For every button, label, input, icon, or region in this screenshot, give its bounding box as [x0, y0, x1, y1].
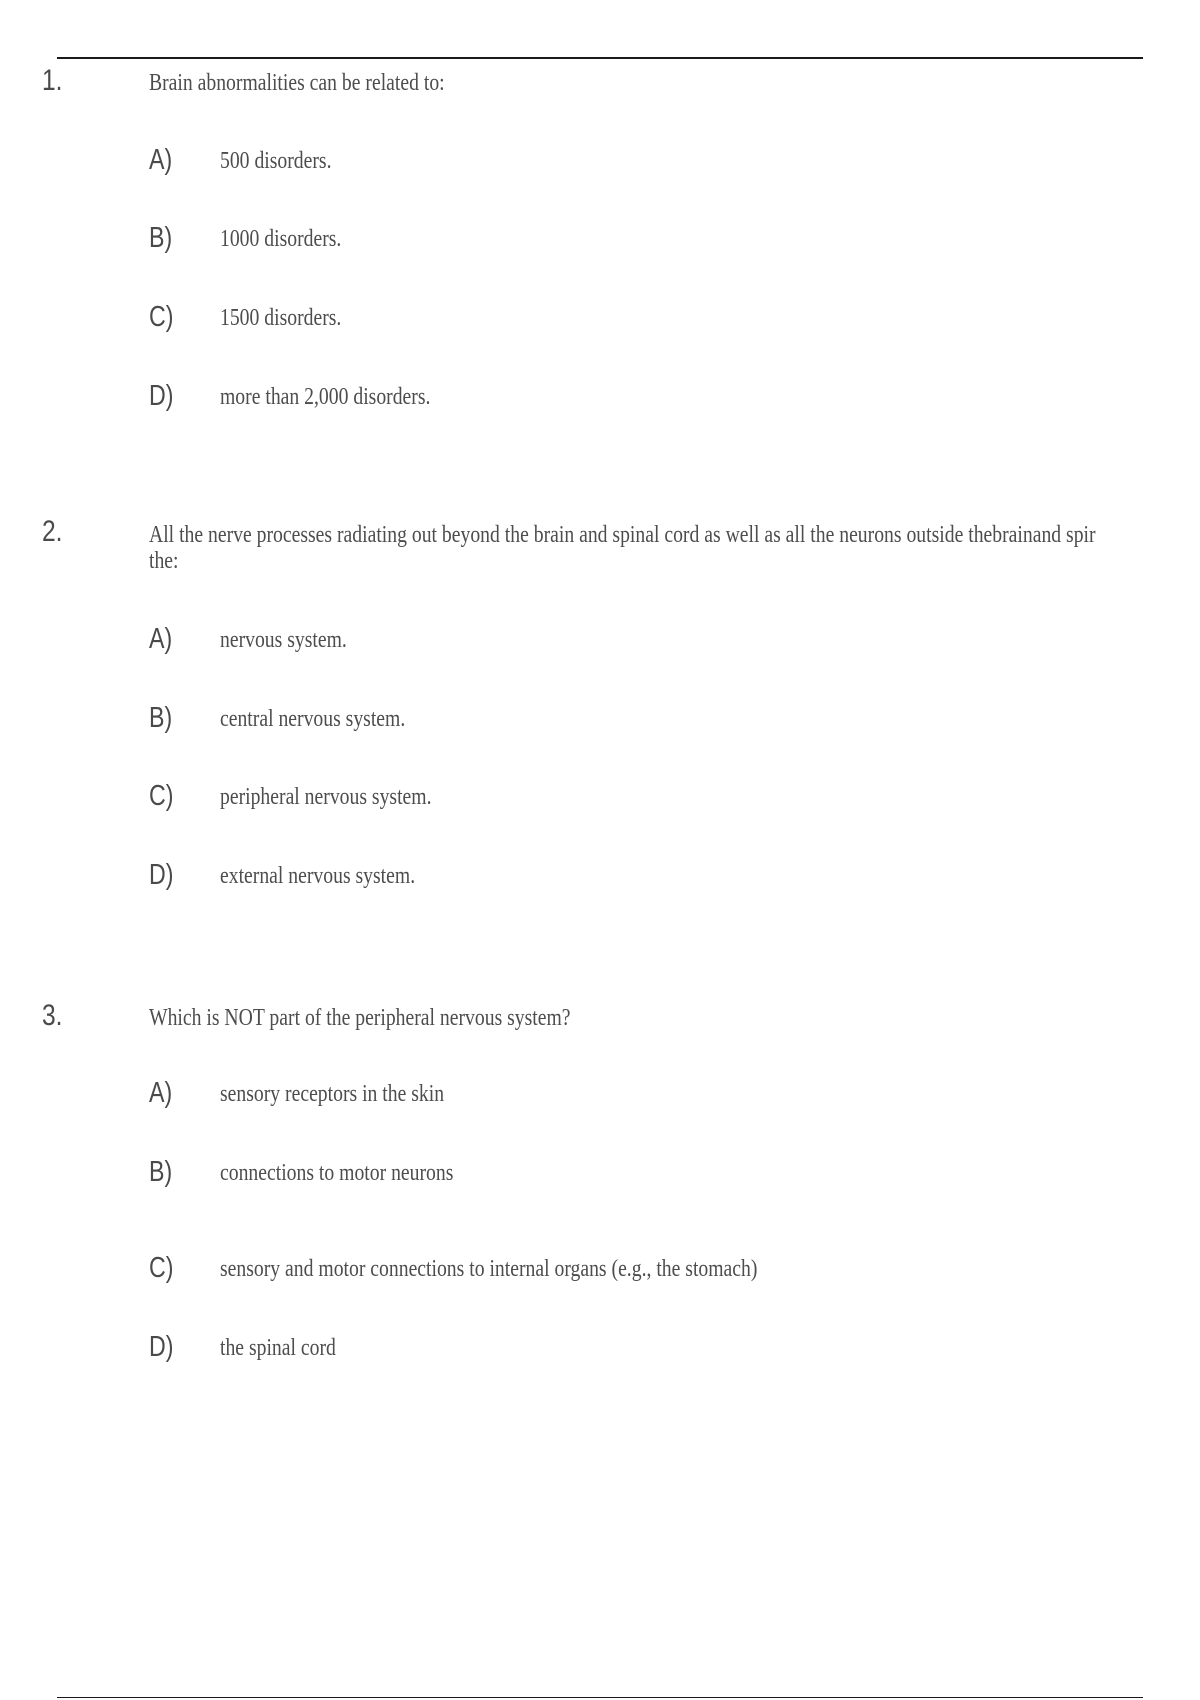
option-text: central nervous system.: [220, 706, 406, 732]
option-letter: C): [149, 1252, 174, 1284]
option-text: more than 2,000 disorders.: [220, 384, 431, 410]
option-text: peripheral nervous system.: [220, 784, 432, 810]
question-stem: Which is NOT part of the peripheral nervous system?: [149, 1005, 571, 1031]
option-letter: A): [149, 1077, 173, 1109]
option-text: sensory and motor connections to internal organs (e.g., the stomach): [220, 1256, 758, 1282]
option-letter: B): [149, 222, 173, 254]
question-number: 3.: [42, 999, 63, 1032]
question-stem: [149, 522, 1096, 574]
option-text: sensory receptors in the skin: [220, 1081, 445, 1107]
option-letter: A): [149, 144, 173, 176]
question-stem-line-2: the:: [149, 548, 179, 574]
bottom-rule: [57, 1697, 1143, 1698]
option-letter: D): [149, 1331, 174, 1363]
question-stem: Brain abnormalities can be related to:: [149, 70, 445, 96]
option-text: 500 disorders.: [220, 148, 332, 174]
top-rule: [57, 57, 1143, 59]
option-letter: C): [149, 301, 174, 333]
option-text: 1000 disorders.: [220, 226, 342, 252]
option-letter: A): [149, 623, 173, 655]
option-letter: B): [149, 702, 173, 734]
option-text: connections to motor neurons: [220, 1160, 454, 1186]
question-number: 2.: [42, 515, 63, 548]
option-text: external nervous system.: [220, 863, 416, 889]
option-text: nervous system.: [220, 627, 347, 653]
option-letter: D): [149, 380, 174, 412]
option-text: the spinal cord: [220, 1335, 336, 1361]
question-number: 1.: [42, 64, 63, 97]
option-letter: D): [149, 859, 174, 891]
option-letter: C): [149, 780, 174, 812]
option-letter: B): [149, 1156, 173, 1188]
question-stem-line-1: All the nerve processes radiating out beyond the brain and spinal cord as well as all the neurons outside thebrainand spir: [149, 522, 1096, 548]
option-text: 1500 disorders.: [220, 305, 342, 331]
